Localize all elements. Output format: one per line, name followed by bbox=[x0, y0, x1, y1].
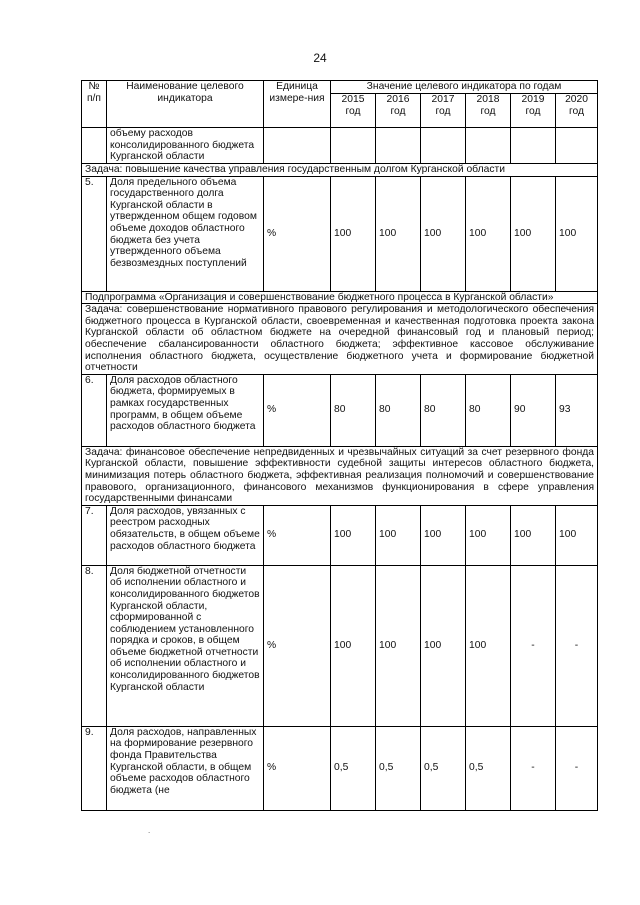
table-row bbox=[82, 565, 598, 726]
subprogram-text: Подпрограмма «Организация и совершенствование бюджетного процесса в Курганской области» bbox=[82, 291, 598, 304]
value-cell: 100 bbox=[556, 176, 598, 291]
value-cell: 90 bbox=[511, 374, 556, 446]
value-cell: 100 bbox=[511, 176, 556, 291]
row-number: 7. bbox=[82, 505, 107, 565]
table-row bbox=[82, 176, 598, 291]
indicator-name: Доля бюджетной отчетности об исполнении областного и консолидированного бюджетов Курганской области, сформированной с соблюдением установленного порядка и сроков, в общем объеме бюджетной отчетности об исполнении областного и консолидированного бюджетов Курганской области bbox=[107, 565, 264, 726]
value-cell: 100 bbox=[466, 505, 511, 565]
indicator-name: Доля предельного объема государственного долга Курганской области в утвержденном общем годовом объеме доходов областного бюджета без учета утвержденного объема безвозмездных поступлений bbox=[107, 176, 264, 291]
value-cell: 100 bbox=[421, 176, 466, 291]
value-cell: 100 bbox=[421, 565, 466, 726]
value-cell: 100 bbox=[421, 505, 466, 565]
value-cell: 93 bbox=[556, 374, 598, 446]
task-row bbox=[82, 304, 598, 375]
value-cell: 0,5 bbox=[466, 726, 511, 810]
indicator-name: объему расходов консолидированного бюджета Курганской области bbox=[107, 128, 264, 164]
value-cell: - bbox=[511, 565, 556, 726]
header-year: 2016 год bbox=[376, 94, 421, 128]
indicator-table bbox=[81, 80, 598, 811]
header-name: Наименование целевого индикатора bbox=[107, 81, 264, 128]
header-year: 2020 год bbox=[556, 94, 598, 128]
header-year: 2018 год bbox=[466, 94, 511, 128]
row-number: 8. bbox=[82, 565, 107, 726]
value-cell: 0,5 bbox=[376, 726, 421, 810]
row-number: 5. bbox=[82, 176, 107, 291]
value-cell: 100 bbox=[376, 176, 421, 291]
value-cell: - bbox=[556, 726, 598, 810]
value-cell: 100 bbox=[331, 505, 376, 565]
header-unit: Единица измере-ния bbox=[264, 81, 331, 128]
task-text: Задача: совершенствование нормативного правового регулирования и методологического обеспечения бюджетного процесса в Курганской области, своевременная и качественная подготовка проекта закона Курганской области об областном бюджете на очередной финансовый год и плановый период; обеспечение сбалансированности областного бюджета; эффективное кассовое обслуживание исполнения областного бюджета, осуществление бюджетного учета и формирование бюджетной отчетности bbox=[82, 304, 598, 375]
header-year: 2017 год bbox=[421, 94, 466, 128]
task-row bbox=[82, 446, 598, 505]
value-cell: 100 bbox=[376, 505, 421, 565]
value-cell: 100 bbox=[331, 176, 376, 291]
value-cell: 0,5 bbox=[331, 726, 376, 810]
value-cell: 100 bbox=[511, 505, 556, 565]
value-cell: 0,5 bbox=[421, 726, 466, 810]
header-year: 2015 год bbox=[331, 94, 376, 128]
table-row bbox=[82, 505, 598, 565]
table-row bbox=[82, 374, 598, 446]
indicator-name: Доля расходов, направленных на формирование резервного фонда Правительства Курганской области, в общем объеме расходов областного бюджета (не bbox=[107, 726, 264, 810]
value-cell: 100 bbox=[331, 565, 376, 726]
unit-cell: % bbox=[264, 505, 331, 565]
value-cell: 100 bbox=[466, 176, 511, 291]
value-cell: 80 bbox=[331, 374, 376, 446]
unit-cell: % bbox=[264, 726, 331, 810]
value-cell: - bbox=[511, 726, 556, 810]
row-number: 9. bbox=[82, 726, 107, 810]
unit-cell: % bbox=[264, 374, 331, 446]
value-cell: 100 bbox=[376, 565, 421, 726]
page-number: 24 bbox=[313, 51, 327, 65]
subprogram-row bbox=[82, 291, 598, 304]
value-cell: 80 bbox=[466, 374, 511, 446]
indicator-name: Доля расходов, увязанных с реестром расходных обязательств, в общем объеме расходов областного бюджета bbox=[107, 505, 264, 565]
header-year: 2019 год bbox=[511, 94, 556, 128]
header-num: № п/п bbox=[82, 81, 107, 128]
value-cell: 100 bbox=[556, 505, 598, 565]
task-text: Задача: финансовое обеспечение непредвиденных и чрезвычайных ситуаций за счет резервного фонда Курганской области, повышение эффективности судебной защиты интересов областного бюджета, минимизация потерь областного бюджета, эффективная реализация полномочий и совершенствование правового, организационного, финансового механизмов функционирования в сфере управления государственными финансами bbox=[82, 446, 598, 505]
task-row bbox=[82, 164, 598, 177]
table-row bbox=[82, 128, 598, 164]
scan-speck: . bbox=[148, 826, 151, 835]
value-cell: 100 bbox=[466, 565, 511, 726]
task-text: Задача: повышение качества управления государственным долгом Курганской области bbox=[82, 164, 598, 177]
value-cell: - bbox=[556, 565, 598, 726]
value-cell: 80 bbox=[421, 374, 466, 446]
table-row bbox=[82, 726, 598, 810]
value-cell: 80 bbox=[376, 374, 421, 446]
unit-cell: % bbox=[264, 565, 331, 726]
unit-cell: % bbox=[264, 176, 331, 291]
row-number: 6. bbox=[82, 374, 107, 446]
indicator-name: Доля расходов областного бюджета, формируемых в рамках государственных программ, в общем объеме расходов областного бюджета bbox=[107, 374, 264, 446]
header-values-title: Значение целевого индикатора по годам bbox=[331, 81, 598, 94]
